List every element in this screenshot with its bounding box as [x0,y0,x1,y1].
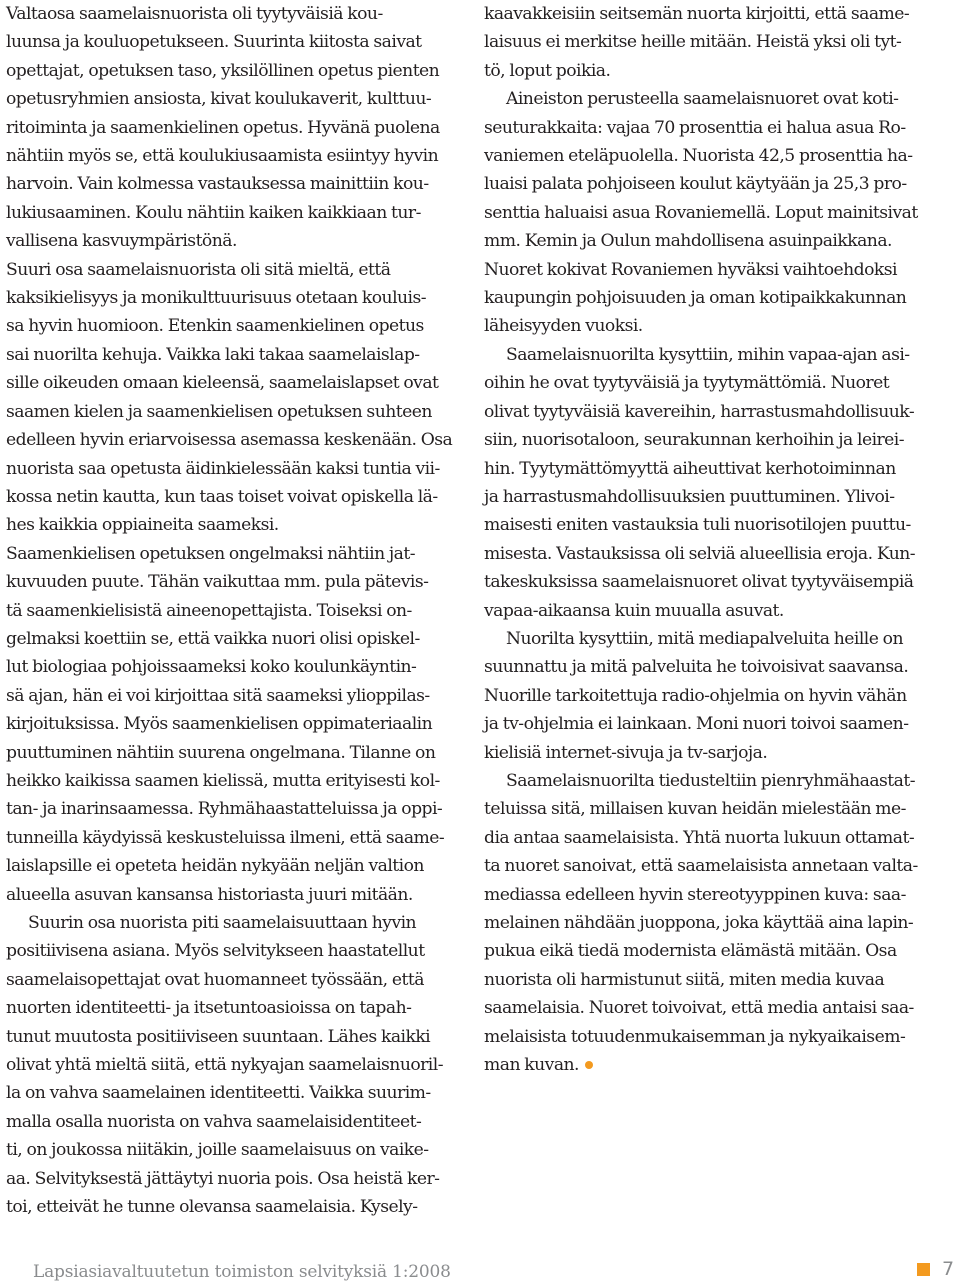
text-line: maisesti eniten vastauksia tuli nuorisotilojen puuttu- [484,515,911,536]
text-line: kielisiä internet-sivuja ja tv-sarjoja. [484,742,768,763]
text-line: Aineiston perusteella saamelaisnuoret ovat koti- [506,89,899,110]
text-line: ritoiminta ja saamenkielinen opetus. Hyvänä puolena [6,117,440,138]
text-line: ja tv-ohjelmia ei lainkaan. Moni nuori toivoi saamen- [484,714,909,735]
text-line: ti, on joukossa niitäkin, joille saamelaisuus on vaike- [6,1140,429,1161]
text-line: Nuorilta kysyttiin, mitä mediapalveluita heille on [506,628,903,649]
text-line: senttia haluaisi asua Rovaniemellä. Loput mainitsivat [484,202,918,223]
text-line: tan- ja inarinsaamessa. Ryhmähaastatteluissa ja oppi- [6,799,443,820]
text-line: tunut muutosta positiiviseen suuntaan. Lähes kaikki [6,1026,431,1047]
text-line: lukiusaaminen. Koulu nähtiin kaiken kaikkiaan tur- [6,202,421,223]
text-line: la on vahva saamelainen identiteetti. Vaikka suurim- [6,1083,431,1104]
right-column [484,0,936,1079]
orange-square-icon [917,1263,930,1276]
paragraph [484,767,936,1079]
text-line: takeskuksissa saamelaisnuoret olivat tyytyväisempiä [484,572,914,593]
paragraph [6,256,452,540]
text-line: sa hyvin huomioon. Etenkin saamenkielinen opetus [6,316,424,337]
text-line: oihin he ovat tyytyväisiä ja tyytymättömiä. Nuoret [484,373,890,394]
text-line: teluissa sitä, millaisen kuvan heidän mielestään me- [484,799,906,820]
text-line: edelleen hyvin eriarvoisessa asemassa keskenään. Osa [6,430,453,451]
text-line: alueella asuvan kansansa historiasta juuri mitään. [6,884,413,905]
text-line: heikko kaikissa saamen kielissä, mutta erityisesti kol- [6,770,440,791]
paragraph [484,85,936,341]
text-line: nähtiin myös se, että koulukiusaamista esiintyy hyvin [6,146,439,167]
text-line: man kuvan. [484,1051,936,1079]
paragraph [6,909,452,1221]
text-line: tä saamenkielisistä aineenopettajista. Toiseksi on- [6,600,412,621]
text-line: opetusryhmien ansiosta, kivat koulukaverit, kulttuu- [6,89,432,110]
text-line: kuvuuden puute. Tähän vaikuttaa mm. pula pätevis- [6,572,429,593]
text-line: vapaa-aikaansa kuin muualla asuvat. [484,600,784,621]
text-line: luaisi palata pohjoiseen koulut käytyään ja 25,3 pro- [484,174,907,195]
text-line: melaisista totuudenmukaisemman ja nykyaikaisem- [484,1026,906,1047]
text-line: luunsa ja kouluopetukseen. Suurinta kiitosta saivat [6,32,422,53]
text-line: nuorista saa opetusta äidinkielessään kaksi tuntia vii- [6,458,440,479]
text-line: hin. Tyytymättömyyttä aiheuttivat kerhotoiminnan [484,458,896,479]
text-line: lut biologiaa pohjoissaameksi koko koulunkäyntin- [6,657,417,678]
text-line: harvoin. Vain kolmessa vastauksessa mainittiin kou- [6,174,429,195]
text-line: kaupungin pohjoisuuden ja oman kotipaikkakunnan [484,288,907,309]
text-line: sä ajan, hän ei voi kirjoittaa sitä saameksi ylioppilas- [6,685,430,706]
text-line: seuturakkaita: vajaa 70 prosenttia ei halua asua Ro- [484,117,906,138]
text-line: kaksikielisyys ja monikulttuurisuus otetaan kouluis- [6,288,427,309]
paragraph [6,0,452,256]
text-line: kaavakkeisiin seitsemän nuorta kirjoitti, että saame- [484,4,910,24]
footer-publication-title: Lapsiasiavaltuutetun toimiston selvityksiä 1:2008 [33,1262,451,1282]
text-line: opettajat, opetuksen taso, yksilöllinen opetus pienten [6,60,440,81]
text-line: laislapsille ei opeteta heidän nykyään neljän valtion [6,856,424,877]
text-line: Suurin osa nuorista piti saamelaisuuttaan hyvin [28,913,417,933]
text-line: Saamelaisnuorilta tiedusteltiin pienryhmähaastat- [506,770,915,791]
text-line: saamelaisopettajat ovat huomanneet työssään, että [6,969,424,990]
text-line: melainen nähdään juoppona, joka käyttää aina lapin- [484,913,914,933]
footer-page-marker [917,1258,954,1280]
text-line: kossa netin kautta, kun taas toiset voivat opiskella lä- [6,486,438,507]
text-line: suunnattu ja mitä palveluita he toivoisivat saavansa. [484,657,909,678]
left-column [6,0,452,1221]
paragraph [484,341,936,625]
text-line: Saamenkielisen opetuksen ongelmaksi nähtiin jat- [6,543,415,564]
text-line: saamelaisia. Nuoret toivoivat, että media antaisi saa- [484,998,914,1019]
text-line: gelmaksi koettiin se, että vaikka nuori olisi opiskel- [6,628,420,649]
paragraph [6,540,452,909]
text-line: ja harrastusmahdollisuuksien puuttuminen. Ylivoi- [484,486,895,507]
text-line: saamen kielen ja saamenkielisen opetuksen suhteen [6,401,432,422]
paragraph [484,625,936,767]
text-line: positiivisena asiana. Myös selvitykseen haastatellut [6,941,425,962]
text-line: Nuoret kokivat Rovaniemen hyväksi vaihtoehdoksi [484,259,897,280]
paragraph [484,0,936,85]
text-line: olivat yhtä mieltä siitä, että nykyajan saamelaisnuoril- [6,1055,443,1076]
text-line: kirjoituksissa. Myös saamenkielisen oppimateriaalin [6,714,433,735]
text-line: nuorten identiteetti- ja itsetuntoasioissa on tapah- [6,998,412,1019]
text-line: Nuorille tarkoitettuja radio-ohjelmia on hyvin vähän [484,685,907,706]
text-line: mm. Kemin ja Oulun mahdollisena asuinpaikkana. [484,231,892,252]
text-line: malla osalla nuorista on vahva saamelaisidentiteet- [6,1111,422,1132]
text-line: ta nuoret sanoivat, että saamelaisista annetaan valta- [484,856,918,877]
text-line: aa. Selvityksestä jättäytyi nuoria pois. Osa heistä ker- [6,1168,440,1189]
text-line: olivat tyytyväisiä kavereihin, harrastusmahdollisuuk- [484,401,915,422]
text-line: hes kaikkia oppiaineita saameksi. [6,515,279,536]
text-line: pukua eikä tiedä modernista elämästä mitään. Osa [484,941,897,962]
text-line: toi, etteivät he tunne olevansa saamelaisia. Kysely- [6,1197,418,1218]
text-line: läheisyyden vuoksi. [484,316,643,337]
text-line: puuttuminen nähtiin suurena ongelmana. Tilanne on [6,742,436,763]
text-line: misesta. Vastauksissa oli selviä alueellisia eroja. Kun- [484,543,916,564]
end-of-article-dot-icon [585,1061,593,1069]
page-number: 7 [942,1258,955,1280]
text-line: sai nuorilta kehuja. Vaikka laki takaa saamelaislap- [6,344,420,365]
text-line: siin, nuorisotaloon, seurakunnan kerhoihin ja leirei- [484,430,905,451]
text-line: Saamelaisnuorilta kysyttiin, mihin vapaa-ajan asi- [506,344,910,365]
text-line: vallisena kasvuympäristönä. [6,231,237,252]
text-line: dia antaa saamelaisista. Yhtä nuorta lukuun ottamat- [484,827,915,848]
text-line: nuorista oli harmistunut siitä, miten media kuvaa [484,969,885,990]
text-line: vaniemen eteläpuolella. Nuorista 42,5 prosenttia ha- [484,146,913,167]
text-line: tunneilla käydyissä keskusteluissa ilmeni, että saame- [6,827,445,848]
text-line: Valtaosa saamelaisnuorista oli tyytyväisiä kou- [6,4,383,24]
text-line: sille oikeuden omaan kieleensä, saamelaislapset ovat [6,373,439,394]
text-line: Suuri osa saamelaisnuorista oli sitä mieltä, että [6,259,391,280]
text-line: tö, loput poikia. [484,60,611,81]
text-line: laisuus ei merkitse heille mitään. Heistä yksi oli tyt- [484,32,902,53]
text-line: mediassa edelleen hyvin stereotyyppinen kuva: saa- [484,884,906,905]
